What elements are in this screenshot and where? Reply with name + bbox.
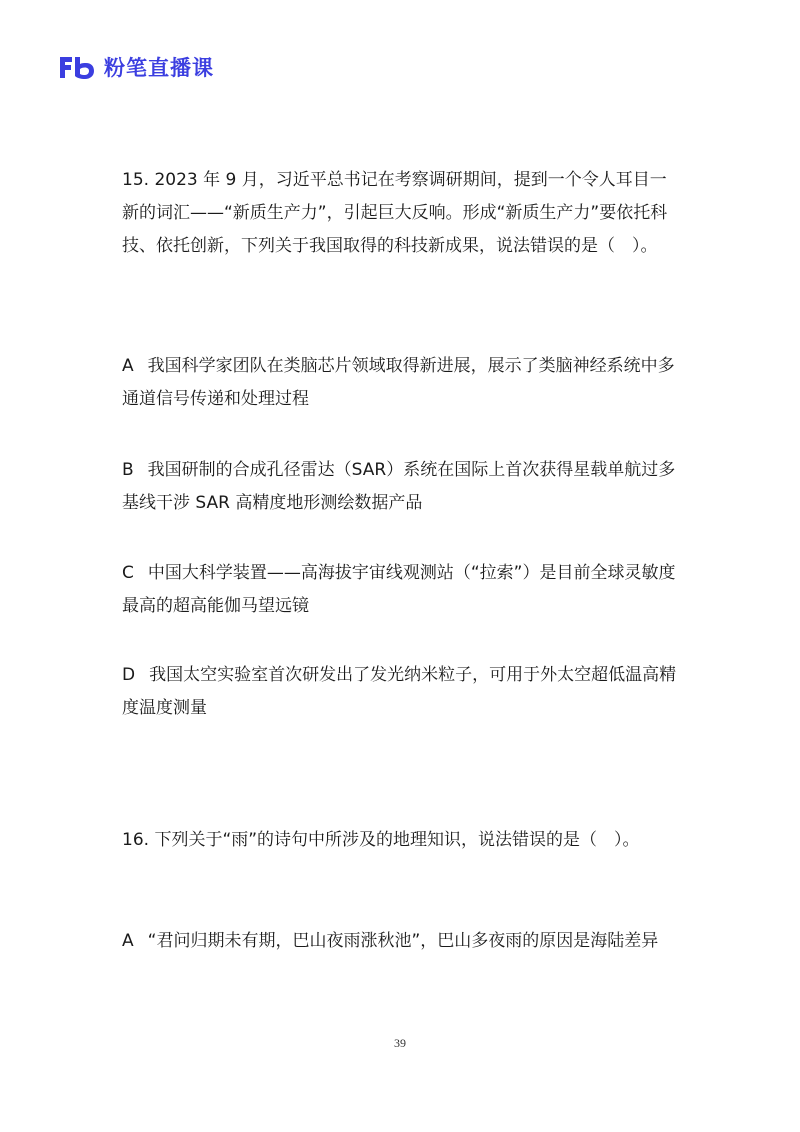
question-15-option-b (122, 454, 682, 520)
option-letter: A (122, 931, 134, 951)
question-15-option-a (122, 350, 682, 416)
option-letter: D (122, 665, 136, 685)
question-15-option-c (122, 557, 682, 623)
option-text: 我国科学家团队在类脑芯片领域取得新进展，展示了类脑神经系统中多通道信号传递和处理过程 (122, 356, 675, 409)
option-text: 我国太空实验室首次研发出了发光纳米粒子，可用于外太空超低温高精度温度测量 (122, 665, 677, 718)
question-16-stem: 16. 下列关于“雨”的诗句中所涉及的地理知识，说法错误的是（ ）。 (122, 830, 640, 850)
option-text: “君问归期未有期，巴山夜雨涨秋池”，巴山多夜雨的原因是海陆差异 (147, 931, 659, 951)
option-text: 中国大科学装置——高海拔宇宙线观测站（“拉索”）是目前全球灵敏度最高的超高能伽马望远镜 (122, 563, 676, 616)
page-number: 39 (394, 1036, 406, 1050)
brand-logo (58, 52, 214, 82)
option-letter: A (122, 356, 134, 376)
option-text: 我国研制的合成孔径雷达（SAR）系统在国际上首次获得星载单航过多基线干涉 SAR 高精度地形测绘数据产品 (122, 460, 676, 513)
question-16-option-a (122, 925, 682, 958)
option-letter: C (122, 563, 134, 583)
question-15-option-d (122, 659, 682, 725)
brand-name: 粉笔直播课 (104, 56, 214, 80)
question-15-stem: 15. 2023 年 9 月，习近平总书记在考察调研期间，提到一个令人耳目一新的词汇——“新质生产力”，引起巨大反响。形成“新质生产力”要依托科技、依托创新，下列关于我国取得的科技新成果，说法错误的是（ ）。 (122, 170, 668, 256)
option-letter: B (122, 460, 134, 480)
fenbi-logo-icon (58, 54, 98, 80)
